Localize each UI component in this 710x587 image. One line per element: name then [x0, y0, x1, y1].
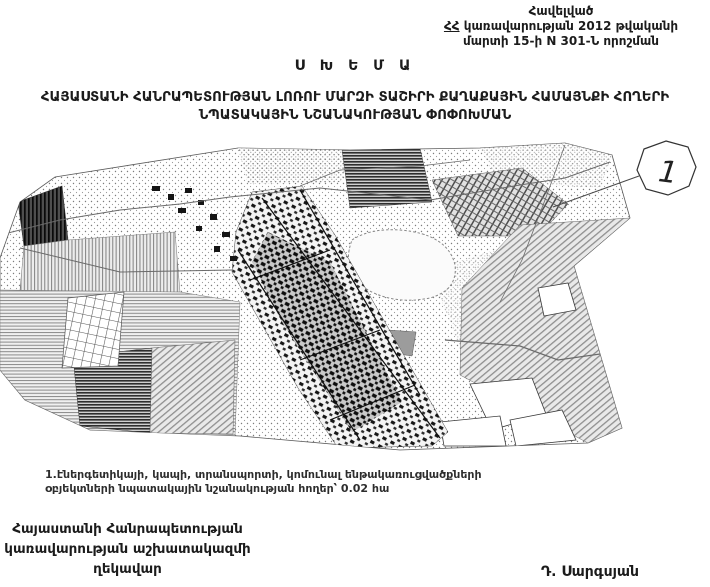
- diagonal-field-parcel: [150, 340, 235, 434]
- map-caption: [45, 468, 482, 496]
- signatory-title-line1: Հայաստանի Հանրապետության: [12, 521, 243, 537]
- map-caption-line2: օբյեկտների նպատակային նշանակության հողեր՝ 0.02 հա: [45, 482, 390, 495]
- signatory-title-line3: ղեկավար: [93, 561, 162, 577]
- decree-reference-line2: [412, 19, 710, 34]
- decree-reference-hh: ՀՀ: [443, 19, 460, 33]
- land-use-map-figure: [0, 140, 710, 462]
- decree-reference-line3: մարտի 15-ի N 301-Ն որոշման: [462, 34, 659, 48]
- document-title: [0, 89, 710, 124]
- decree-reference-line2-rest: կառավարության 2012 թվականի: [463, 19, 679, 33]
- signatory-title-line2: կառավարության աշխատակազմի: [4, 541, 251, 557]
- signatory-title: [0, 519, 255, 579]
- decree-reference-line1: Հավելված: [528, 4, 594, 18]
- document-title-line1: ՀԱՅԱՍՏԱՆԻ ՀԱՆՐԱՊԵՏՈՒԹՅԱՆ ԼՈՌՈՒ ՄԱՐԶԻ ՏԱՇԻՐԻ ՔԱՂԱՔԱՅԻՆ ՀԱՄԱՅՆՔԻ ՀՈՂԵՐԻ: [40, 90, 670, 105]
- cadastral-map: [0, 140, 710, 462]
- decree-reference: [412, 4, 710, 49]
- map-body: [0, 141, 696, 450]
- dark-striped-parcel: [18, 186, 68, 246]
- signatory-name: Դ. Սարգսյան: [540, 564, 640, 580]
- map-caption-line1: 1.էներգետիկայի, կապի, տրանսպորտի, կոմունալ ենթակառուցվածքների: [45, 468, 482, 481]
- grid-parcel: [62, 292, 124, 368]
- document-title-line2: ՆՊԱՏԱԿԱՅԻՆ ՆՇԱՆԱԿՈՒԹՅԱՆ ՓՈՓՈԽՄԱՆ: [198, 107, 512, 123]
- schema-heading: Ս Խ Ե Մ Ա: [294, 58, 416, 74]
- marker-1-label: 1: [656, 154, 680, 192]
- stipple-patch: [238, 148, 350, 184]
